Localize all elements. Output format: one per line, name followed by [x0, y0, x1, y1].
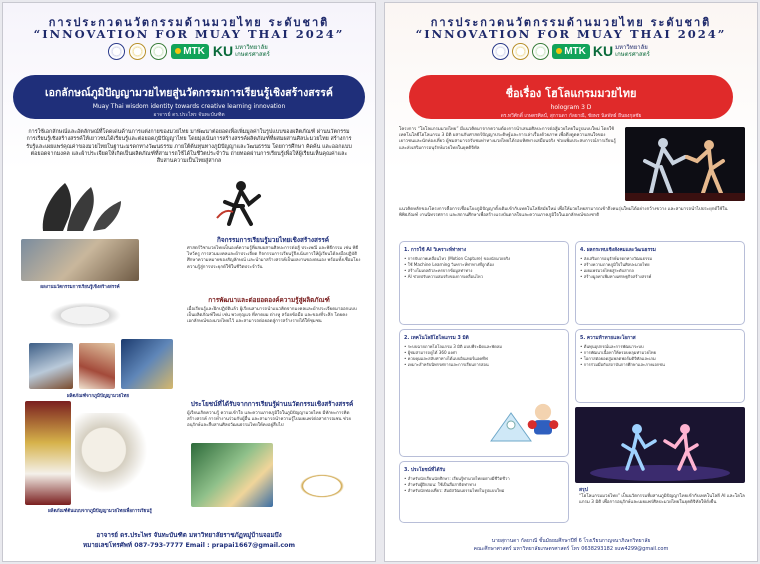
product-photo	[79, 343, 115, 389]
poster-authors: ดร.ทวีศักดิ์ เกษตรศิลป์, สุกานดา กัลยาณี, ชัยพร นิลพัทธ์ ยืนยงกุลชัย	[500, 114, 642, 119]
mongkol-product-photo	[29, 295, 141, 329]
contest-subtitle: “INNOVATION FOR MUAY THAI 2024”	[415, 27, 727, 41]
section-text-benefits: ผู้เรียนเกิดความรู้ ความเข้าใจ และความภาคภูมิใจในภูมิปัญญามวยไทย มีทักษะการคิดสร้างสรรค์ การทำงานร่วมกับผู้อื่น และสามารถนำความรู้ไปเผยแพร่ต่อสาธารณชน ช่วยอนุรักษ์และสืบสานศิลปวัฒนธรรมไทยให้คงอยู่สืบไป	[187, 411, 351, 429]
photo-caption: ผลิตภัณฑ์ต้นแบบจากภูมิปัญญามวยไทยเพื่อการเรียนรู้	[48, 509, 152, 514]
section-heading: 1. การใช้ AI วิเคราะห์ท่าทาง	[404, 248, 467, 253]
poster-subtitle: hologram 3 D	[550, 104, 592, 111]
section-heading-benefits: ประโยชน์ที่ได้รับจากการเรียนรู้ผ่านนวัตกรรมเชิงสร้างสรรค์	[190, 400, 354, 408]
product-display-photo	[25, 401, 71, 505]
emblem-logo	[532, 43, 549, 60]
contest-title: การประกวดนวัตกรรมด้านมวยไทย ระดับชาติ	[430, 16, 712, 29]
contact-footer	[3, 531, 375, 551]
emblem-logo	[512, 43, 529, 60]
boxer-cartoon-image	[525, 397, 561, 445]
section-ai-motion	[399, 241, 569, 325]
poster-author: อาจารย์ ดร.ประไพร จันทะบันฑิต	[153, 112, 225, 118]
contest-title: การประกวดนวัตกรรมด้านมวยไทย ระดับชาติ	[48, 16, 330, 29]
section-heading: 5. ความท้าทายและโอกาส	[580, 336, 636, 341]
contact-footer	[385, 537, 757, 553]
students-photo	[191, 443, 273, 507]
author-affiliation: นายสุกานดา กัลยาณี ชั้นมัธยมศึกษาปีที่ 6 โรงเรียนกาญจนาภิเษกวิทยาลัย	[491, 538, 651, 544]
poster-subtitle: Muay Thai wisdom identity towards creative learning innovation	[92, 103, 286, 110]
concept-paragraph: แนวคิดหลักของโครงการคือการเชื่อมโยงภูมิปัญญาดั้งเดิมเข้ากับเทคโนโลยีสมัยใหม่ เพื่อให้มวยไทยสามารถเข้าถึงคนรุ่นใหม่ได้อย่างกว้างขวาง และสามารถนำไปประยุกต์ใช้ในพิพิธภัณฑ์ งานนิทรรศการ และสถานศึกษาเพื่อสร้างแรงบันดาลใจและความภาคภูมิใจในเอกลักษณ์ของชาติ	[399, 207, 728, 219]
section-heading: 4. ผลกระทบเชิงสังคมและวัฒนธรรม	[580, 248, 656, 253]
intro-paragraph: การใช้เอกลักษณ์และอัตลักษณ์ที่โดดเด่นด้านการแต่งกายของมวยไทย มาพัฒนาต่อยอดเพื่อเพิ่มมูลค่าในรูปแบบของผลิตภัณฑ์ ผ่านนวัตกรรมการเรียนรู้เชิงสร้างสรรค์ให้เยาวชนได้เรียนรู้และต่อยอดภูมิปัญญาไทย โดยมุ่งเน้นการสร้างสรรค์ผลิตภัณฑ์ที่ผสมผสานศิลปะมวยไทย สร้างการรับรู้และเผยแพร่คุณค่าของมวยไทยในฐานะมรดกทางวัฒนธรรม ภายใต้ต้นทุนทางภูมิปัญญาและวัฒนธรรม โดยการศึกษา คิดค้น และออกแบบต่อยอดจากมงคล และผ้าประเจียดให้เกิดเป็นผลิตภัณฑ์ที่สามารถใช้ได้ในชีวิตประจำวัน ถ่ายทอดผ่านการเรียนรู้เพื่อให้ผู้เรียนเห็นคุณค่าและสืบสานความเป็นไทยสู่สากล	[26, 129, 352, 165]
workshop-photo	[21, 239, 139, 281]
emblem-logo	[150, 43, 167, 60]
product-display-photo	[75, 413, 171, 505]
contest-subtitle: “INNOVATION FOR MUAY THAI 2024”	[33, 27, 345, 41]
emblem-logo	[492, 43, 509, 60]
summary-heading: สรุป	[579, 487, 588, 493]
section-benefits	[399, 461, 569, 523]
section-text: • ต้นทุนอุปกรณ์และการพัฒนาระบบ • การพัฒนาเนื้อหาให้ครอบคลุมท่ามวยไทย • โอกาสต่อยอดสู่แพลตฟอร์มดิจิทัลและเกม • การร่วมมือกับสถาบันการศึกษาและภาคเอกชน	[580, 344, 665, 367]
hologram-stage-image	[575, 407, 745, 483]
section-text: • ส่งเสริมการอนุรักษ์มรดกทางวัฒนธรรม • สร้างความภาคภูมิใจในศิลปะมวยไทย • เผยแพร่มวยไทยสู่ระดับสากล • สร้างมูลค่าเพิ่มทางเศรษฐกิจสร้างสรรค์	[580, 256, 653, 279]
section-text: • ระบบฉายภาพโฮโลแกรม 3 มิติ แบบพีระมิดและพัดลม • ผู้ชมสามารถดูได้ 360 องศา • ควบคุมและสลับท่าทางได้แบบอินเทอร์แอคทีฟ • เหมาะสำหรับนิทรรศการและการเรียนการสอน	[404, 344, 502, 367]
photo-caption: ผลงานนวัตกรรมการเรียนรู้เชิงสร้างสรรค์	[40, 285, 120, 290]
section-text: • สำหรับนักเรียนนักศึกษา: เรียนรู้ท่ามวยไทยอย่างมีชีวิตชีวา • สำหรับผู้ฝึกสอน: ใช้เป็นสื่อสาธิตท่าทาง • สำหรับนักท่องเที่ยว: สัมผัสวัฒนธรรมไทยในรูปแบบใหม่	[404, 476, 510, 493]
contact-details: หมายเลขโทรศัพท์ 087-793-7777 Email : prapai1667@gmail.com	[82, 542, 296, 549]
section-heading: 2. เทคโนโลยีโฮโลแกรม 3 มิติ	[404, 336, 469, 341]
photo-caption: ผลิตภัณฑ์จากภูมิปัญญามวยไทย	[66, 394, 130, 399]
wai-hands-illustration	[23, 173, 135, 233]
poster-title-banner	[13, 75, 365, 119]
section-text-products: เมื่อเรียนรู้และฝึกปฏิบัติแล้ว ผู้เรียนสามารถนำแนวคิดจากมงคลและผ้าประเจียดมาออกแบบเป็นผลิตภัณฑ์ใหม่ เช่น พวงกุญแจ ที่คาดผม ต่างหู สร้อยข้อมือ และของที่ระลึก โดยคงเอกลักษณ์ของมวยไทยไว้ และสามารถต่อยอดสู่การสร้างรายได้ให้ชุมชน	[187, 307, 357, 325]
intro-paragraph: โครงการ “โฮโลแกรมมวยไทย” มีแนวคิดมาจากความต้องการนำเสนอศิลปะการต่อสู้มวยไทยในรูปแบบใหม่ โดยใช้เทคโนโลยีโฮโลแกรม 3 มิติ ผสานกับศาสตร์ปัญญาประดิษฐ์และการเล่าเรื่องด้วยภาพ เพื่อดึงดูดความสนใจของเยาวชนและนักท่องเที่ยว ผู้ชมสามารถรับชมท่าทางมวยไทยได้รอบทิศทางเสมือนจริง ช่วยเพิ่มประสบการณ์การเรียนรู้และส่งเสริมการอนุรักษ์มวยไทยในยุคดิจิทัล	[399, 127, 616, 151]
section-social-impact	[575, 241, 745, 325]
fighter-silhouette-icon	[211, 178, 271, 228]
section-text-activities: ศาสตร์วิชามวยไทยเป็นองค์ความรู้ที่ผสมผสานศิลปะการต่อสู้ ประเพณี และพิธีกรรม เช่น พิธีไหว้ครู การสวมมงคลและผ้าประเจียด กิจกรรมการเรียนรู้จึงเน้นการให้ผู้เรียนได้ลงมือปฏิบัติ ศึกษาความหมายของสัญลักษณ์ และนำมาสร้างสรรค์เป็นผลงานของตนเอง พร้อมทั้งเชื่อมโยงความรู้สู่การประยุกต์ใช้ในชีวิตประจำวัน	[187, 246, 361, 270]
product-photo	[29, 343, 73, 389]
logo-strip	[3, 41, 375, 61]
mtk-logo: MTK	[171, 44, 209, 59]
section-heading-products: การพัฒนาและต่อยอดองค์ความรู้สู่ผลิตภัณฑ์	[208, 296, 330, 304]
contact-details: คณะศึกษาศาสตร์ มหาวิทยาลัยเกษตรศาสตร์ โทร 0638293182 suw4299@gmail.com	[473, 546, 669, 552]
author-affiliation: อาจารย์ ดร.ประไพร จันทะบันฑิต มหาวิทยาลัยราชภัฏหมู่บ้านจอมบึง	[96, 532, 282, 539]
hologram-fighters-image	[625, 127, 745, 201]
poster-title: ชื่อเรื่อง โฮโลแกรมมวยไทย	[505, 87, 637, 100]
poster-title: เอกลักษณ์ภูมิปัญญามวยไทยสู่นวัตกรรมการเรียนรู้เชิงสร้างสรรค์	[45, 87, 333, 99]
ku-logo: KU มหาวิทยาลัย เกษตรศาสตร์	[212, 43, 270, 59]
section-heading: 3. ประโยชน์ที่ได้รับ	[404, 468, 446, 473]
section-heading-activities: กิจกรรมการเรียนรู้มวยไทยเชิงสร้างสรรค์	[216, 236, 330, 244]
poster-muay-thai-wisdom	[2, 2, 376, 562]
section-text: • การจับภาพเคลื่อนไหว (Motion Capture) ของนักมวยจริง • ใช้ Machine Learning วิเคราะห์ท่าทางที่ถูกต้อง • สร้างโมเดลตัวละครจากข้อมูลท่าทาง • AI ช่วยปรับความสมจริงของการเคลื่อนไหว	[404, 256, 511, 279]
poster-title-banner	[409, 75, 733, 119]
mtk-logo: MTK	[552, 44, 590, 59]
emblem-logo	[129, 43, 146, 60]
product-photo	[121, 339, 173, 389]
emblem-logo	[108, 43, 125, 60]
mongkol-sample-photo	[279, 463, 365, 509]
summary-text: “โฮโลแกรมมวยไทย” เป็นนวัตกรรมที่ผสานภูมิปัญญาไทยเข้ากับเทคโนโลยี AI และโฮโลแกรม 3 มิติ เพื่อการอนุรักษ์และเผยแพร่ศิลปะมวยไทยในยุคดิจิทัลให้ยั่งยืน	[579, 494, 745, 506]
poster-muay-thai-hologram	[384, 2, 758, 562]
section-challenges	[575, 329, 745, 403]
ku-logo: KU มหาวิทยาลัย เกษตรศาสตร์	[592, 43, 650, 59]
logo-strip	[385, 41, 757, 61]
